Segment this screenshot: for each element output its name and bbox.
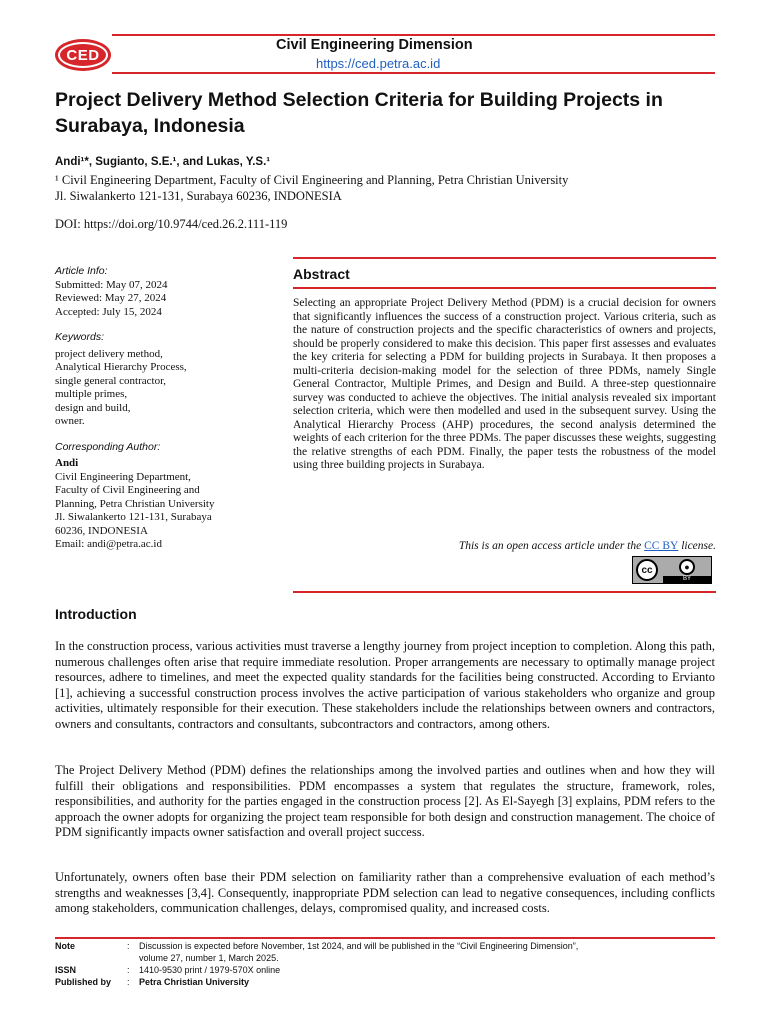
corresponding-line: Faculty of Civil Engineering and [55,484,200,496]
note-label: Note [55,941,75,951]
corresponding-line: Planning, Petra Christian University [55,497,215,510]
journal-url-link[interactable]: https://ced.petra.ac.id [316,56,441,71]
journal-title: Civil Engineering Dimension [276,37,473,53]
affiliation [55,172,735,204]
corresponding-author-heading: Corresponding Author: [55,440,161,453]
keyword-item: Analytical Hierarchy Process, [55,361,187,373]
note-value-line-2: volume 27, number 1, March 2025. [139,953,279,963]
abstract-text: Selecting an appropriate Project Delivery Method (PDM) is a crucial decision for owners that significantly influences the success of a construction project. Various criteria, such as the nature of construction projects and the specific characteristics of owners and projects, should be properly considered to make this decision. This paper first assesses and evaluates the key criteria for selecting a PDM for building projects in Surabaya. It then proposes a multi-criteria decision-making model for the selection of three PDMs, namely Single General Contractor, Multiple Primes, and Design and Build. A three-step questionnaire survey was conducted to achieve the objectives. The initial analysis revealed six important selection criteria, which were then modelled and used in the subsequent survey. Using the Analytical Hierarchy Process (AHP) procedures, the second analysis determined the weights of each criterion for the three PDMs. The paper discusses these weights, suggesting the relative strengths of each PDM. Finally, the paper tests the robustness of the model using three building projects in Surabaya. [293,297,716,471]
article-sidebar [55,265,270,552]
author-list: Andi¹*, Sugianto, S.E.¹, and Lukas, Y.S.¹ [55,156,271,168]
cc-by-badge[interactable] [632,556,712,584]
header-bottom-rule [112,72,715,74]
footer-note-row [55,940,715,964]
introduction-heading: Introduction [55,606,137,622]
header-top-rule [112,34,715,36]
footer-info [55,940,715,988]
keyword-item: design and build, [55,401,131,414]
abstract-heading-rule [293,287,716,289]
oa-prefix: This is an open access article under the [458,540,642,552]
cc-by-link[interactable]: CC BY [644,540,679,552]
abstract-top-rule [293,257,716,259]
keyword-item: multiple primes, [55,388,128,400]
note-value [139,940,715,964]
article-info-heading: Article Info: [55,265,108,277]
corresponding-line: 60236, INDONESIA [55,524,148,537]
affiliation-line-2: Jl. Siwalankerto 121-131, Surabaya 60236, INDONESIA [55,189,342,203]
keyword-item: owner. [55,415,85,427]
separator: : [127,965,130,975]
intro-paragraph-3: Unfortunately, owners often base their PDM selection on familiarity rather than a comprehensive evaluation of each method’s strengths and weaknesses [3,4]. Consequently, inappropriate PDM selection can lead to negative consequences, including conflicts among stakeholders, communication challenges, delays, compromised quality, and increased costs. [55,870,715,915]
accepted-date: Accepted: July 15, 2024 [55,305,162,318]
corresponding-line: Jl. Siwalankerto 121-131, Surabaya [55,511,212,523]
journal-logo [55,39,111,71]
doi-link[interactable]: DOI: https://doi.org/10.9744/ced.26.2.111-119 [55,217,288,231]
submitted-date: Submitted: May 07, 2024 [55,278,168,291]
reviewed-date: Reviewed: May 27, 2024 [55,292,167,304]
intro-paragraph-1: In the construction process, various activities must traverse a lengthy journey from project inception to completion. Along this path, numerous challenges often arise that require immediate resolution. Proper arrangements are necessary to optimally manage project resources, adhere to timelines, and meet the expected quality standards for the facilities being constructed. According to Ervianto [1], achieving a successful construction process involves the active participation of various stakeholders who organize and group activities, ultimately responsible for their execution. These stakeholders include the relationships between owners and contractors, owners and consultants, contractors and consultants, subcontractors and contractors, among others. [55,639,715,731]
affiliation-line-1: ¹ Civil Engineering Department, Faculty of Civil Engineering and Planning, Petra Christian University [55,173,569,187]
note-value-line-1: Discussion is expected before November, 1st 2024, and will be published in the “Civil Engineering Dimension”, [139,941,579,951]
abstract-heading: Abstract [293,266,350,282]
publisher-value: Petra Christian University [139,977,250,987]
separator: : [127,941,130,951]
keyword-item: single general contractor, [55,374,167,387]
logo-text: CED [60,44,106,66]
corresponding-email: Email: andi@petra.ac.id [55,538,162,550]
by-section [663,557,711,583]
open-access-statement [293,540,716,552]
footer-publisher-row [55,976,715,988]
issn-label: ISSN [55,965,77,975]
corresponding-line: Civil Engineering Department, [55,470,191,483]
footer-issn-row [55,964,715,976]
corresponding-author-name: Andi [55,457,79,469]
keyword-item: project delivery method, [55,347,163,360]
intro-paragraph-2: The Project Delivery Method (PDM) defines the relationships among the involved parties and outlines when and how they will fulfill their obligations and responsibilities. PDM encompasses a system that regulates the structure, framework, roles, responsibilities, and authority for the parties engaged in the construction process [2]. As El-Sayegh [3] explains, PDM refers to the approach the owner adopts for organizing the project team responsible for both design and construction management. The choice of PDM significantly impacts owner satisfaction and overall project success. [55,763,715,839]
publisher-label: Published by [55,977,112,987]
article-title: Project Delivery Method Selection Criteria for Building Projects in Surabaya, Indonesia [55,89,663,137]
abstract-bottom-rule [293,591,716,593]
oa-suffix: license. [681,540,716,552]
footer-rule [55,937,715,939]
cc-icon: cc [636,559,658,581]
issn-value: 1410-9530 print / 1979-570X online [139,965,281,975]
keywords-heading: Keywords: [55,331,105,343]
by-label: BY [663,576,711,583]
attribution-person-icon: ● [679,559,695,575]
separator: : [127,977,130,987]
